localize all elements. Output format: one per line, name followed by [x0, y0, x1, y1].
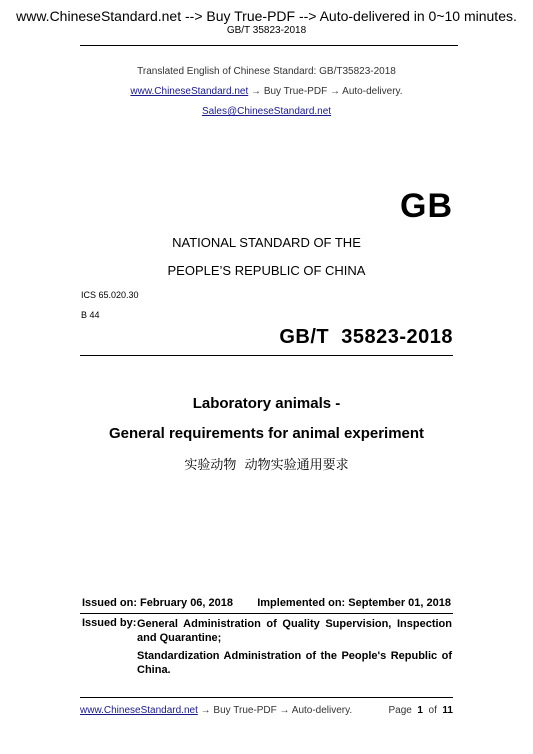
page-indicator	[388, 705, 453, 716]
translated-note: Translated English of Chinese Standard: GB/T35823-2018	[137, 66, 396, 77]
top-banner[interactable]: www.ChineseStandard.net --> Buy True-PDF --> Auto-delivered in 0~10 minutes.	[16, 8, 517, 24]
implemented-on-date: Implemented on: September 01, 2018	[257, 597, 451, 609]
footer-site-link[interactable]: www.ChineseStandard.net	[80, 705, 198, 716]
footer-link-rest: → Buy True-PDF → Auto-delivery.	[197, 705, 353, 716]
issued-on-date: Issued on: February 06, 2018	[82, 597, 234, 609]
issuer-2: Standardization Administration of the People's Republic of China.	[137, 650, 452, 676]
title-line-1: Laboratory animals -	[192, 395, 341, 412]
site-link[interactable]: www.ChineseStandard.net	[130, 86, 249, 97]
issuer-1: General Administration of Quality Supervision, Inspection and Quarantine;	[137, 618, 452, 644]
issued-divider	[80, 613, 453, 614]
email-line	[0, 106, 533, 117]
of-label: of	[428, 705, 437, 716]
email-link[interactable]: Sales@ChineseStandard.net	[201, 106, 332, 117]
gb-logo: GB	[400, 187, 453, 225]
national-standard-line-1: NATIONAL STANDARD OF THE	[172, 235, 361, 250]
buy-link-line	[0, 86, 533, 97]
standard-number: GB/T 35823-2018	[279, 326, 453, 348]
header-divider	[80, 45, 458, 46]
page-label: Page	[388, 705, 412, 716]
ics-code: ICS 65.020.30	[81, 290, 139, 300]
classification-code: B 44	[81, 310, 100, 320]
buy-link-rest: → Buy True-PDF → Auto-delivery.	[248, 86, 403, 97]
footer-link-line	[80, 705, 352, 716]
header-standard-code: GB/T 35823-2018	[226, 25, 307, 36]
footer-divider	[80, 697, 453, 698]
issued-by-label: Issued by:	[82, 617, 137, 629]
national-standard-line-2: PEOPLE’S REPUBLIC OF CHINA	[167, 263, 366, 278]
page-number: 1	[417, 705, 423, 716]
title-line-2: General requirements for animal experiment	[108, 425, 425, 442]
chinese-title: 实验动物 动物实验通用要求	[184, 458, 349, 473]
standard-number-divider	[80, 355, 453, 356]
page-total: 11	[442, 705, 453, 716]
